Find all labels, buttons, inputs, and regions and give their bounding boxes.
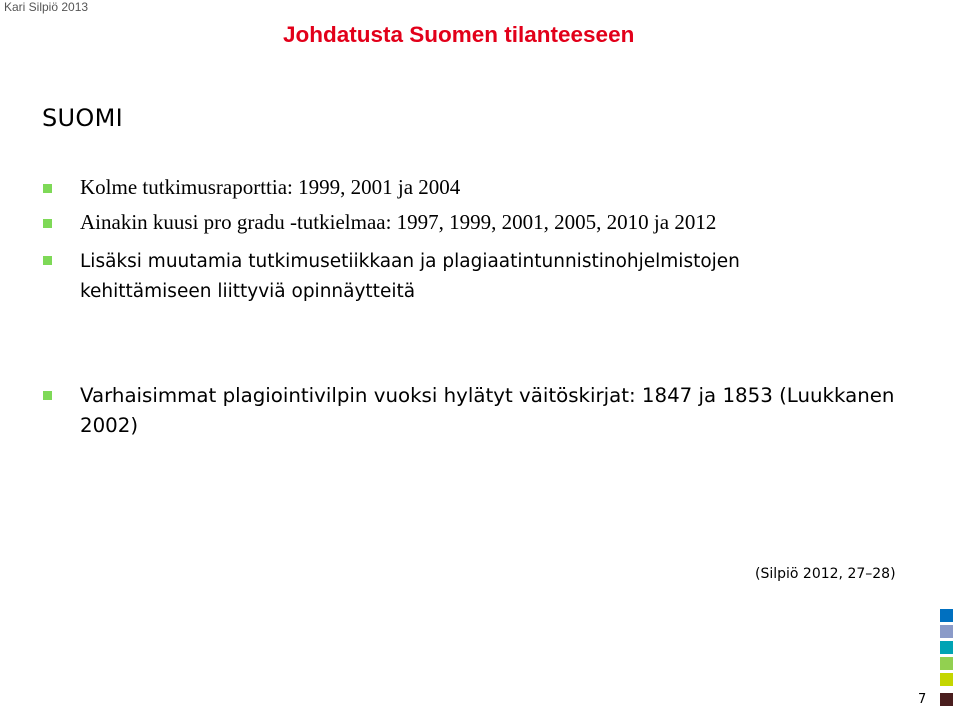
bullet-marker <box>43 184 52 193</box>
author-label: Kari Silpiö 2013 <box>4 0 89 14</box>
bullet-marker <box>43 219 52 228</box>
decor-square <box>940 641 953 654</box>
bullet-text-4-line-2: 2002) <box>80 414 139 437</box>
decor-square <box>940 625 953 638</box>
bullet-text-3-line-2: kehittämiseen liittyviä opinnäytteitä <box>80 281 416 302</box>
bullet-text-1: Kolme tutkimusraporttia: 1999, 2001 ja 2004 <box>80 175 461 199</box>
decor-square <box>940 693 953 706</box>
bullet-marker <box>43 391 52 400</box>
citation: (Silpiö 2012, 27–28) <box>755 566 896 582</box>
bullet-text-4-line-1: Varhaisimmat plagiointivilpin vuoksi hylätyt väitöskirjat: 1847 ja 1853 (Luukkanen <box>80 384 895 407</box>
page-number: 7 <box>918 692 927 707</box>
section-heading: SUOMI <box>42 104 123 132</box>
bullet-text-3-line-1: Lisäksi muutamia tutkimusetiikkaan ja plagiaatintunnistinohjelmistojen <box>80 251 740 272</box>
decor-square <box>940 657 953 670</box>
bullet-text-2: Ainakin kuusi pro gradu -tutkielmaa: 1997, 1999, 2001, 2005, 2010 ja 2012 <box>80 210 717 234</box>
decor-square <box>940 609 953 622</box>
bullet-marker <box>43 256 52 265</box>
slide-title: Johdatusta Suomen tilanteeseen <box>283 22 635 47</box>
decor-square <box>940 673 953 686</box>
